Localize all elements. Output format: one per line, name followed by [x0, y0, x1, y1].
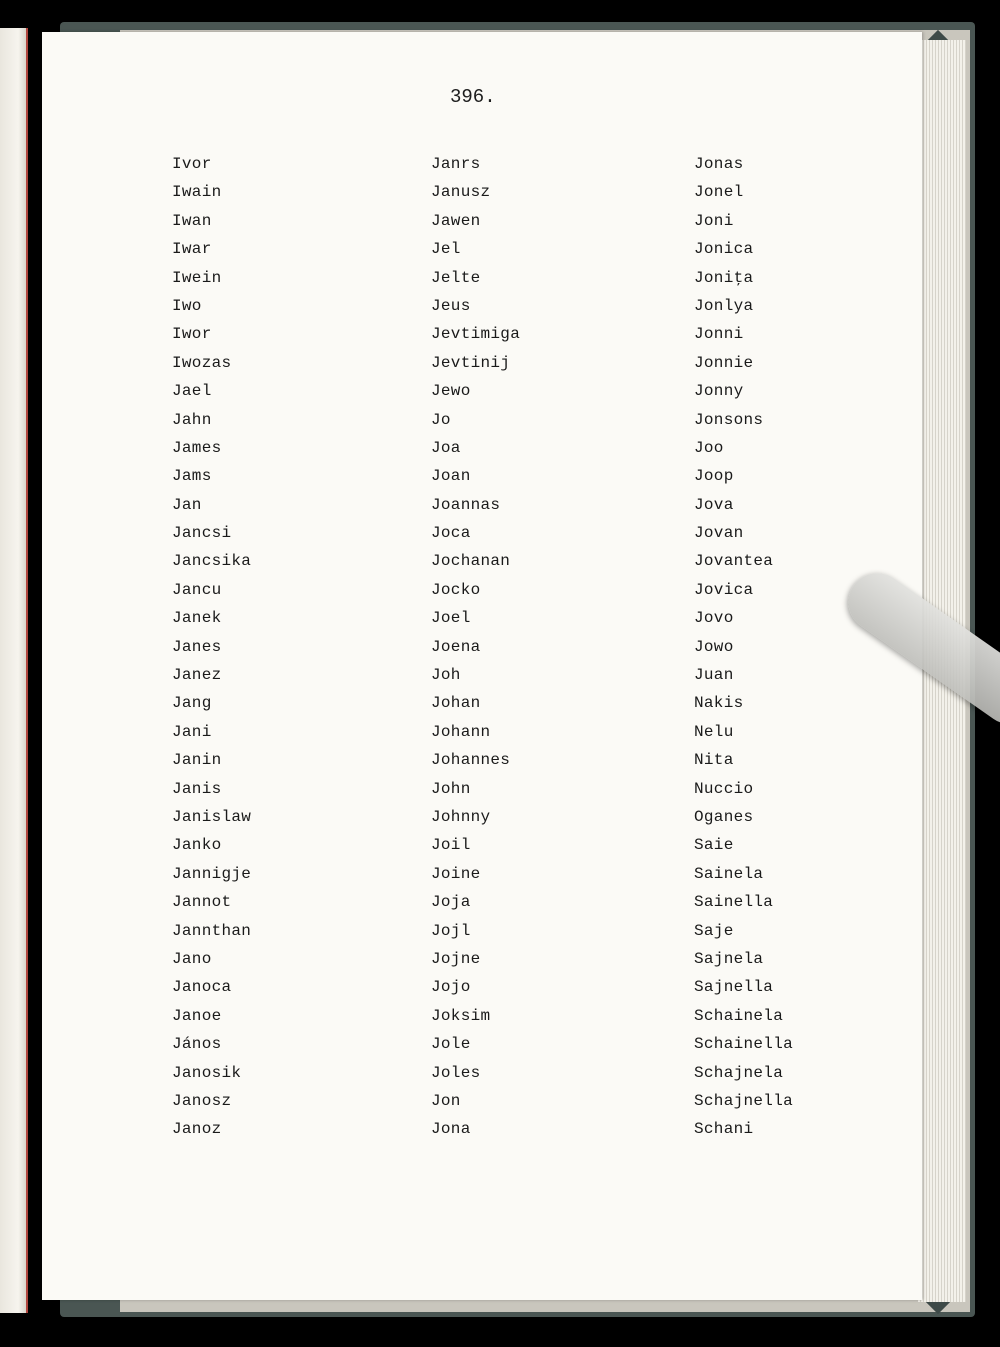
name-entry: Jawen — [431, 211, 481, 230]
name-entry: Jael — [172, 382, 212, 401]
name-entry: Iwozas — [172, 353, 232, 372]
name-entry: Janez — [172, 666, 222, 685]
name-entry: Iwar — [172, 240, 212, 259]
name-entry: Jovica — [694, 580, 754, 599]
name-entry: Joena — [431, 637, 481, 656]
name-entry: Joannas — [431, 495, 501, 514]
name-entry: Janis — [172, 779, 222, 798]
left-facing-page — [0, 28, 28, 1313]
name-entry: Janrs — [431, 155, 481, 173]
name-entry: Joel — [431, 609, 471, 628]
name-entry: Jannigje — [172, 864, 252, 883]
name-entry: Juan — [694, 666, 734, 685]
name-entry: Joniţa — [694, 268, 754, 287]
name-entry: Jan — [172, 495, 202, 514]
name-column-2 — [431, 150, 520, 1144]
name-entry: Joh — [431, 666, 461, 685]
name-entry: Jelte — [431, 268, 481, 287]
name-entry: Joca — [431, 524, 471, 543]
name-entry: Jancsi — [172, 524, 232, 543]
name-entry: Jonni — [694, 325, 744, 344]
name-entry: Janin — [172, 751, 222, 770]
name-entry: Oganes — [694, 807, 754, 826]
name-entry: Nakis — [694, 694, 744, 713]
name-entry: Saie — [694, 836, 734, 855]
name-entry: Jannthan — [172, 921, 252, 940]
name-entry: Joil — [431, 836, 471, 855]
name-entry: Joksim — [431, 1006, 491, 1025]
name-entry: Joop — [694, 467, 734, 486]
name-entry: Jonas — [694, 155, 744, 173]
name-entry: Schainella — [694, 1035, 794, 1054]
name-entry: Jevtimiga — [431, 325, 521, 344]
name-entry: Schajnela — [694, 1063, 784, 1082]
name-entry: Jovantea — [694, 552, 774, 571]
name-entry: Jovan — [694, 524, 744, 543]
name-entry: Ivor — [172, 155, 212, 173]
name-entry: János — [172, 1035, 222, 1054]
name-entry: Sainela — [694, 864, 764, 883]
name-entry: Jonnie — [694, 353, 754, 372]
name-entry: Schani — [694, 1120, 754, 1139]
name-entry: Saje — [694, 921, 734, 940]
name-entry: Joan — [431, 467, 471, 486]
name-entry: Iwo — [172, 296, 202, 315]
name-entry: Jang — [172, 694, 212, 713]
name-entry: Jojl — [431, 921, 471, 940]
name-entry: Schainela — [694, 1006, 784, 1025]
name-entry: Sajnela — [694, 949, 764, 968]
name-entry: Jonsons — [694, 410, 764, 429]
name-entry: Jeus — [431, 296, 471, 315]
name-entry: Jancu — [172, 580, 222, 599]
name-entry: Iwan — [172, 211, 212, 230]
name-entry: Jonica — [694, 240, 754, 259]
name-entry: Janko — [172, 836, 222, 855]
name-entry: Jano — [172, 949, 212, 968]
name-entry: Joja — [431, 893, 471, 912]
name-entry: Jams — [172, 467, 212, 486]
name-entry: Janoz — [172, 1120, 222, 1139]
name-entry: Jova — [694, 495, 734, 514]
name-entry: Sainella — [694, 893, 774, 912]
name-entry: Jochanan — [431, 552, 511, 571]
name-entry: Johan — [431, 694, 481, 713]
name-entry: Iwor — [172, 325, 212, 344]
name-entry: Schajnella — [694, 1091, 794, 1110]
name-entry: Janoca — [172, 978, 232, 997]
name-entry: Jonel — [694, 183, 744, 202]
name-entry: Nita — [694, 751, 734, 770]
name-entry: Jonlya — [694, 296, 754, 315]
page-number: 396. — [450, 86, 496, 108]
name-entry: Janosik — [172, 1063, 242, 1082]
name-entry: Jona — [431, 1120, 471, 1139]
name-entry: Joa — [431, 438, 461, 457]
name-entry: Johnny — [431, 807, 491, 826]
name-column-1 — [172, 150, 251, 1144]
name-entry: Jahn — [172, 410, 212, 429]
name-entry: Jannot — [172, 893, 232, 912]
name-entry: Jowo — [694, 637, 734, 656]
name-entry: Joles — [431, 1063, 481, 1082]
name-entry: Jewo — [431, 382, 471, 401]
name-entry: James — [172, 438, 222, 457]
name-entry: Jovo — [694, 609, 734, 628]
name-entry: Sajnella — [694, 978, 774, 997]
name-entry: Jole — [431, 1035, 471, 1054]
name-entry: Jo — [431, 410, 451, 429]
name-entry: John — [431, 779, 471, 798]
name-entry: Johann — [431, 722, 491, 741]
name-column-3 — [694, 150, 793, 1144]
name-entry: Janoe — [172, 1006, 222, 1025]
name-entry: Janislaw — [172, 807, 252, 826]
name-entry: Iwain — [172, 183, 222, 202]
name-entry: Iwein — [172, 268, 222, 287]
name-entry: Nuccio — [694, 779, 754, 798]
name-entry: Jancsika — [172, 552, 252, 571]
name-entry: Joo — [694, 438, 724, 457]
name-entry: Jocko — [431, 580, 481, 599]
name-entry: Jevtinij — [431, 353, 511, 372]
name-entry: Jojne — [431, 949, 481, 968]
name-entry: Jojo — [431, 978, 471, 997]
name-entry: Janusz — [431, 183, 491, 202]
name-entry: Joine — [431, 864, 481, 883]
name-entry: Jel — [431, 240, 461, 259]
name-entry: Johannes — [431, 751, 511, 770]
name-entry: Jonny — [694, 382, 744, 401]
name-entry: Jani — [172, 722, 212, 741]
name-entry: Janes — [172, 637, 222, 656]
name-entry: Jon — [431, 1091, 461, 1110]
name-entry: Nelu — [694, 722, 734, 741]
name-entry: Janosz — [172, 1091, 232, 1110]
name-entry: Janek — [172, 609, 222, 628]
name-entry: Joni — [694, 211, 734, 230]
